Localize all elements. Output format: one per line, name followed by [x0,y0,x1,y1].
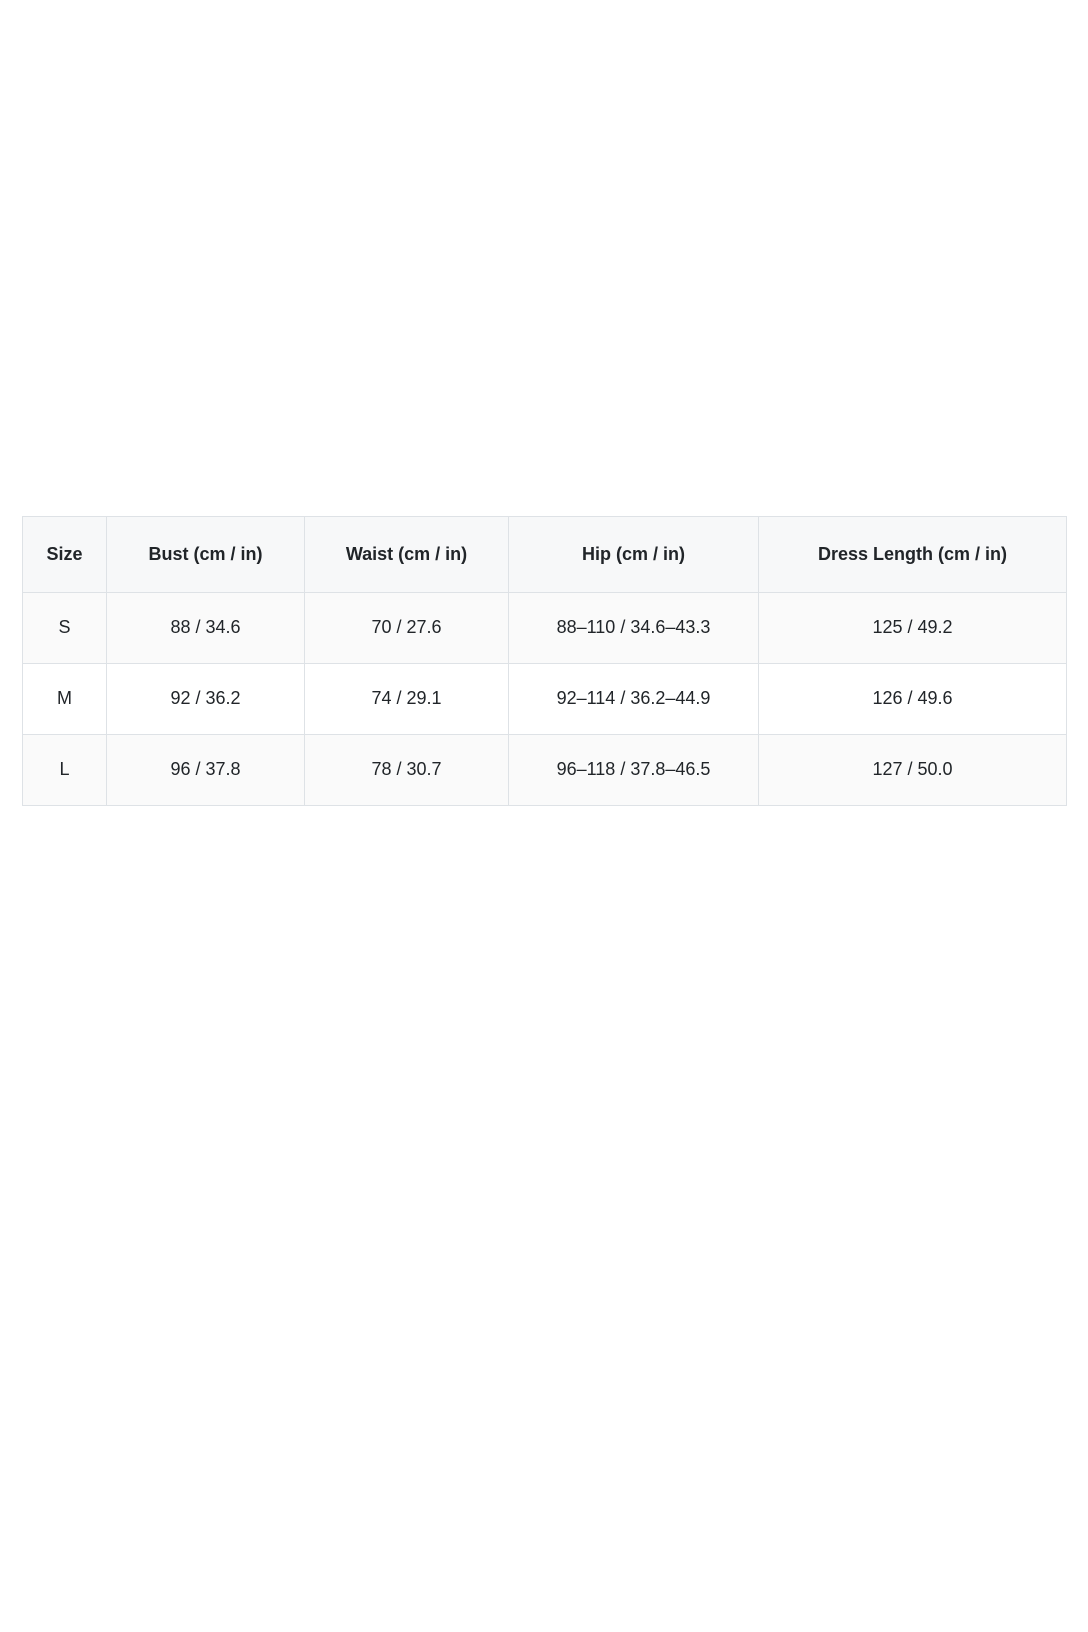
size-chart [22,516,1066,806]
cell-s-dress-length: 125 / 49.2 [759,593,1067,664]
cell-s-waist: 70 / 27.6 [305,593,509,664]
size-chart-table [22,516,1067,806]
cell-m-waist: 74 / 29.1 [305,664,509,735]
size-chart-header [23,517,1067,593]
cell-m-size: M [23,664,107,735]
cell-l-size: L [23,735,107,806]
table-row-m [23,664,1067,735]
cell-l-hip: 96–118 / 37.8–46.5 [509,735,759,806]
size-chart-body [23,593,1067,806]
cell-m-hip: 92–114 / 36.2–44.9 [509,664,759,735]
cell-s-hip: 88–110 / 34.6–43.3 [509,593,759,664]
table-row-s [23,593,1067,664]
column-header-waist: Waist (cm / in) [305,517,509,593]
column-header-size: Size [23,517,107,593]
column-header-dress-length: Dress Length (cm / in) [759,517,1067,593]
cell-l-dress-length: 127 / 50.0 [759,735,1067,806]
cell-s-bust: 88 / 34.6 [107,593,305,664]
cell-m-bust: 92 / 36.2 [107,664,305,735]
cell-l-waist: 78 / 30.7 [305,735,509,806]
header-row [23,517,1067,593]
column-header-bust: Bust (cm / in) [107,517,305,593]
table-row-l [23,735,1067,806]
cell-l-bust: 96 / 37.8 [107,735,305,806]
cell-m-dress-length: 126 / 49.6 [759,664,1067,735]
column-header-hip: Hip (cm / in) [509,517,759,593]
cell-s-size: S [23,593,107,664]
